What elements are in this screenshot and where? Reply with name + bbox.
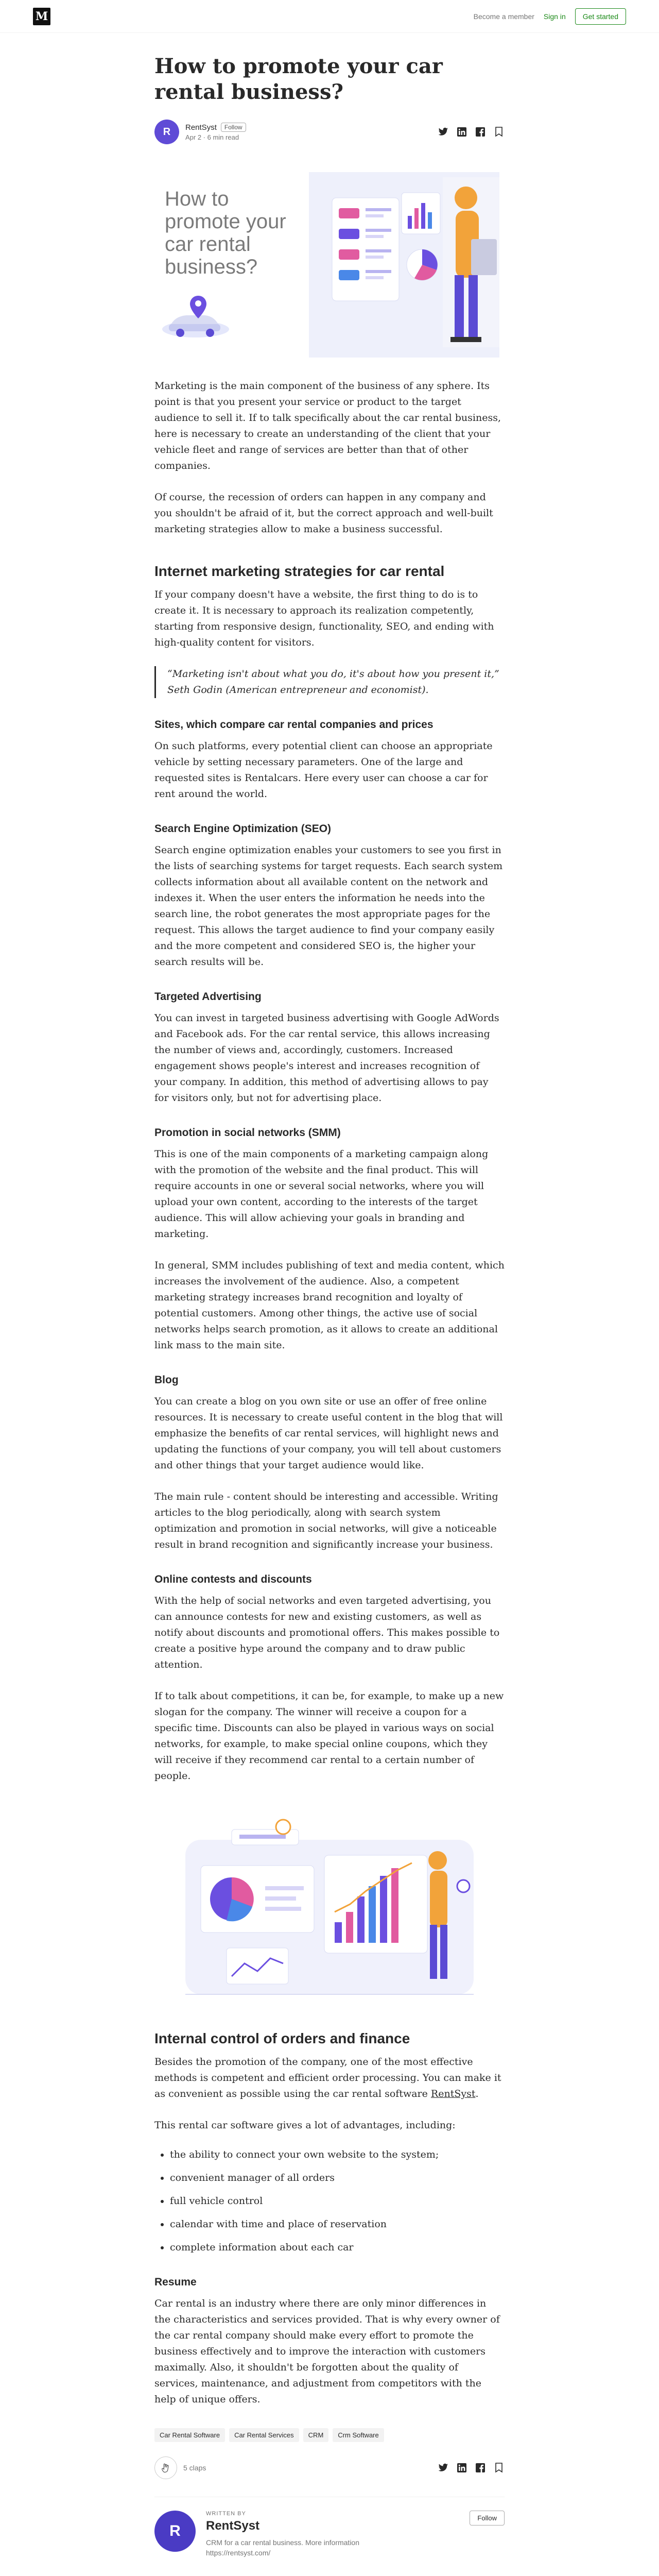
intro-paragraph-2: Of course, the recession of orders can happen in any company and you shouldn't be afraid of it, but the correct approach and well-built marketing strategies allow to make a business successful. — [154, 492, 493, 535]
list-item: • complete information about each car — [170, 2240, 505, 2256]
bottom-share-icons — [438, 2462, 505, 2473]
written-by-bio: CRM for a car rental business. More information https://rentsyst.com/ — [206, 2538, 359, 2557]
author-avatar-large[interactable]: R — [154, 2511, 196, 2552]
heading-smm: Promotion in social networks (SMM) — [154, 1127, 341, 1139]
top-actions — [474, 8, 626, 25]
paragraph-marketing: If your company doesn't have a website, the first thing to do is to create it. It is necessary to approach its realization competently, starting from responsive design, functionality, SEO, and ending with high-quality content for visitors. — [154, 589, 494, 648]
tag-list — [154, 2428, 505, 2442]
bookmark-icon[interactable] — [493, 2462, 505, 2473]
analytics-graphic — [154, 1809, 505, 2005]
get-started-button[interactable]: Get started — [575, 8, 626, 25]
written-by-card — [154, 2497, 505, 2571]
paragraph-blog-2: The main rule - content should be interesting and accessible. Writing articles to the blog periodically, along with search system optimization and promotion in social networks, will give a noticeable result in brand recognition and significantly increase your business. — [154, 1491, 498, 1550]
list-item: • full vehicle control — [170, 2193, 505, 2209]
paragraph-seo: Search engine optimization enables your customers to see you first in the lists of searching systems for target requests. Each search system collects information about all available content on the network and indexes it. When the user enters the information he needs into the search line, the robot generates the most appropriate pages for the request. This allows the target audience to find your company easily and the more competent and considered SEO is, the higher your search results will be. — [154, 844, 503, 968]
written-by-label: WRITTEN BY — [206, 2511, 246, 2517]
paragraph-smm-1: This is one of the main components of a marketing campaign along with the promotion of the website and the final product. This will require accounts in one or several social networks, where you will upload your own content, according to the interests of the target audience. This will allow achieving your goals in branding and marketing. — [154, 1148, 489, 1240]
analytics-illustration — [154, 1809, 505, 2005]
list-item: • the ability to connect your own website to the system; — [170, 2147, 505, 2163]
paragraph-resume: Car rental is an industry where there are only minor differences in the characteristics and services provided. That is why every owner of the car rental company should make every effort to promote the business effectively and to improve the interaction with customers maximally. Also, it shouldn't be forgotten about the quality of services, maintenance, and adjustment from competitors with the help of unique offers. — [154, 2298, 500, 2405]
paragraph-internal-end: . — [475, 2088, 479, 2099]
list-item: • calendar with time and place of reservation — [170, 2216, 505, 2232]
linkedin-icon[interactable] — [456, 126, 467, 138]
facebook-icon[interactable] — [475, 126, 486, 138]
heading-resume: Resume — [154, 2276, 197, 2288]
heading-contests: Online contests and discounts — [154, 1573, 312, 1585]
article — [154, 33, 505, 2576]
author-avatar[interactable]: R — [154, 120, 179, 144]
share-icons — [438, 126, 505, 138]
heading-blog: Blog — [154, 1374, 179, 1386]
hero-graphic — [154, 167, 505, 363]
top-navbar — [0, 0, 659, 33]
advantages-list — [154, 2147, 505, 2256]
author-row — [154, 120, 505, 144]
paragraph-blog-1: You can create a blog on you own site or use an offer of free online resources. It is necessary to create useful content in the blog that will emphasize the benefits of car rental services, will highlight news and updating the functions of your company, you will tell about customers and other things that your target audience would like. — [154, 1396, 503, 1471]
author-name[interactable]: RentSyst — [185, 123, 217, 132]
heading-targeted-ads: Targeted Advertising — [154, 991, 262, 1003]
list-item: • convenient manager of all orders — [170, 2170, 505, 2186]
tag-chip[interactable]: CRM — [303, 2428, 329, 2442]
tag-chip[interactable]: Car Rental Services — [229, 2428, 299, 2442]
clap-count: 5 claps — [183, 2464, 206, 2472]
paragraph-contests-1: With the help of social networks and even targeted advertising, you can announce contests for new and existing customers, as well as notify about discounts and promotional offers. This makes possible to create a positive hype around the company and to draw public attention. — [154, 1595, 500, 1670]
hero-illustration-text: How to promote your car rental business? — [165, 188, 286, 278]
rentsyst-link[interactable]: RentSyst — [430, 2088, 476, 2099]
medium-logo[interactable]: M — [33, 8, 50, 25]
clap-button[interactable] — [154, 2456, 177, 2479]
heading-seo: Search Engine Optimization (SEO) — [154, 823, 332, 835]
become-member-link[interactable]: Become a member — [473, 12, 534, 21]
paragraph-smm-2: In general, SMM includes publishing of text and media content, which increases the involvement of the audience. Also, a competent marketing strategy increases brand recognition and loyalty of potential customers. Among other things, the active use of social networks helps search promotion, as it allows to create an additional link mass to the main site. — [154, 1260, 505, 1351]
paragraph-internal — [154, 2054, 505, 2102]
heading-internet-marketing: Internet marketing strategies for car rental — [154, 563, 445, 579]
facebook-icon[interactable] — [475, 2462, 486, 2473]
twitter-icon[interactable] — [438, 2462, 449, 2473]
clap-icon — [160, 2462, 171, 2473]
heading-internal-control: Internal control of orders and finance — [154, 2030, 410, 2046]
written-by-name[interactable]: RentSyst — [206, 2519, 260, 2533]
clap-row — [154, 2456, 505, 2479]
bookmark-icon[interactable] — [493, 126, 505, 138]
tag-chip[interactable]: Car Rental Software — [154, 2428, 225, 2442]
heading-sites: Sites, which compare car rental companies and prices — [154, 719, 433, 731]
quote-seth-godin: “Marketing isn't about what you do, it's about how you present it,” Seth Godin (American entrepreneur and economist). — [154, 666, 505, 698]
author-info — [154, 120, 246, 144]
intro-paragraph-1: Marketing is the main component of the business of any sphere. Its point is that you present your service or product to the target audience to sell it. If to talk specifically about the car rental business, here is necessary to create an understanding of the client that your vehicle fleet and range of services are better than that of other companies. — [154, 380, 501, 471]
hero-illustration — [154, 167, 505, 363]
follow-chip-button[interactable]: Follow — [221, 123, 246, 132]
tag-chip[interactable]: Crm Software — [333, 2428, 384, 2442]
follow-button[interactable]: Follow — [470, 2511, 505, 2526]
paragraph-advantages: This rental car software gives a lot of advantages, including: — [154, 2120, 456, 2131]
written-by-link[interactable]: https://rentsyst.com/ — [206, 2549, 271, 2557]
article-title: How to promote your car rental business? — [154, 54, 443, 104]
paragraph-sites: On such platforms, every potential client can choose an appropriate vehicle by setting necessary parameters. One of the large and requested sites is Rentalcars. Here every user can choose a car for rent around the world. — [154, 740, 493, 800]
paragraph-contests-2: If to talk about competitions, it can be, for example, to make up a new slogan for the company. The winner will receive a coupon for a specific time. Discounts can also be played in various ways on social networks, for example, to make special online coupons, which they will receive if they recommend car rental to a certain number of people. — [154, 1690, 504, 1782]
article-meta: Apr 2 · 6 min read — [185, 133, 239, 141]
sign-in-link[interactable]: Sign in — [543, 12, 566, 21]
paragraph-targeted-ads: You can invest in targeted business advertising with Google AdWords and Facebook ads. For the car rental service, this allows increasing the number of views and, accordingly, customers. Increased engagement shows people's interest and increases recognition of your company. In addition, this method of advertising allows to pay for visitors only, but not for advertising place. — [154, 1012, 499, 1104]
linkedin-icon[interactable] — [456, 2462, 467, 2473]
twitter-icon[interactable] — [438, 126, 449, 138]
paragraph-internal-text: Besides the promotion of the company, one of the most effective methods is competent and efficient order processing. You can make it as convenient as possible using the car rental software — [154, 2056, 501, 2099]
